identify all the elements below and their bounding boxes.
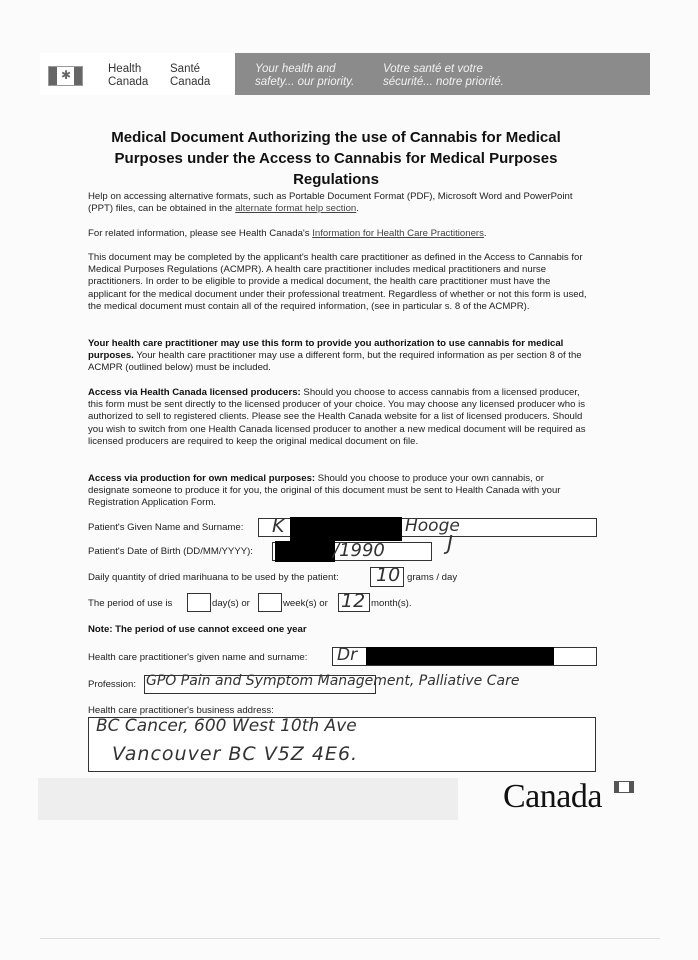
address-line-2-handwriting: Vancouver BC V5Z 4E6. [112, 743, 359, 765]
profession-label: Profession: [88, 679, 136, 690]
canada-flag-icon: ✱ [48, 66, 83, 86]
hcp-name-label: Health care practitioner's given name and surname: [88, 652, 308, 663]
slogan-fr: Votre santé et votre sécurité... notre priorité. [383, 63, 504, 88]
months-label: month(s). [371, 598, 412, 609]
redaction-bar [290, 517, 402, 541]
alternate-format-link[interactable]: alternate format help section [235, 203, 357, 215]
wordmark-flag-icon [614, 781, 634, 793]
days-label: day(s) or [212, 598, 250, 609]
related-info-paragraph: For related information, please see Health Canada's Information for Health Care Practitioners. [88, 228, 487, 239]
dob-handwriting: /1990 [333, 540, 385, 561]
period-label: The period of use is [88, 598, 173, 609]
period-note: Note: The period of use cannot exceed one year [88, 624, 307, 635]
weeks-field[interactable] [258, 593, 282, 612]
slogan-en: Your health and safety... our priority. [255, 63, 355, 88]
address-line-1-handwriting: BC Cancer, 600 West 10th Ave [96, 716, 357, 736]
daily-quantity-label: Daily quantity of dried marihuana to be used by the patient: [88, 572, 339, 583]
profession-handwriting: GPO Pain and Symptom Management, Palliative Care [146, 673, 520, 689]
canada-wordmark: Canada [503, 778, 602, 815]
authorization-paragraph: Your health care practitioner may use this form to provide you authorization to use cannabis for medical purposes. Your health care practitioner may use a different form, but the required information as per section 8 of the ACMPR (outlined below) must be included. [88, 338, 582, 374]
department-name-en: Health Canada [108, 63, 149, 88]
quantity-unit-label: grams / day [407, 572, 458, 583]
daily-quantity-handwriting: 10 [376, 564, 401, 586]
hcp-information-link[interactable]: Information for Health Care Practitioners [312, 228, 484, 239]
patient-name-last-handwriting: Hooge [405, 516, 460, 536]
scan-shadow-strip [38, 778, 458, 820]
alt-formats-paragraph: Help on accessing alternative formats, such as Portable Document Format (PDF), Microsoft Word and PowerPoint (PPT) files, can be obtained in the alternate format help section. [88, 191, 573, 215]
months-handwriting: 12 [341, 590, 366, 612]
document-title: Medical Document Authorizing the use of Cannabis for Medical Purposes under the Access to Cannabis for Medical Purposes Regulations [111, 129, 561, 188]
hcp-name-handwriting: Dr [337, 645, 358, 665]
dob-label: Patient's Date of Birth (DD/MM/YYYY): [88, 546, 253, 557]
eligibility-paragraph: This document may be completed by the applicant's health care practitioner as defined in the Access to Cannabis for Medical Purposes Regulations (ACMPR). A health care practitioner includes medical practitioners and nurse practitioners. In order to be eligible to provide a medical document, the health care practitioner must have the applicant for the medical document under their professional treatment. Regardless of whether or not this form is used, the medical document must contain all of the required information, (see in particular s. 8 of the ACMPR). [88, 252, 587, 312]
patient-name-first-handwriting: K [272, 515, 285, 537]
department-name-fr: Santé Canada [170, 63, 211, 88]
own-production-paragraph: Access via production for own medical purposes: Should you choose to produce your own cannabis, or designate someone to produce it for you, the original of this document must be sent to Health Canada with your Registration Application Form. [88, 473, 561, 509]
business-address-label: Health care practitioner's business address: [88, 705, 274, 716]
redaction-bar [275, 541, 335, 562]
patient-name-label: Patient's Given Name and Surname: [88, 522, 244, 533]
page-edge-line [40, 938, 660, 939]
weeks-label: week(s) or [283, 598, 328, 609]
handwriting-stroke: J [447, 531, 453, 555]
redaction-bar [366, 647, 554, 665]
days-field[interactable] [187, 593, 211, 612]
licensed-producers-paragraph: Access via Health Canada licensed producers: Should you choose to access cannabis from a licensed producer, this form must be sent directly to the licensed producer of your choice. You may choose any licensed producer who is authorized to sell to registered clients. Please see the Health Canada website for a list of licensed producers. Should you wish to switch from one Health Canada licensed producer to another a new medical document will be required as licensed producers are required to keep the original medical document on file. [88, 387, 586, 447]
